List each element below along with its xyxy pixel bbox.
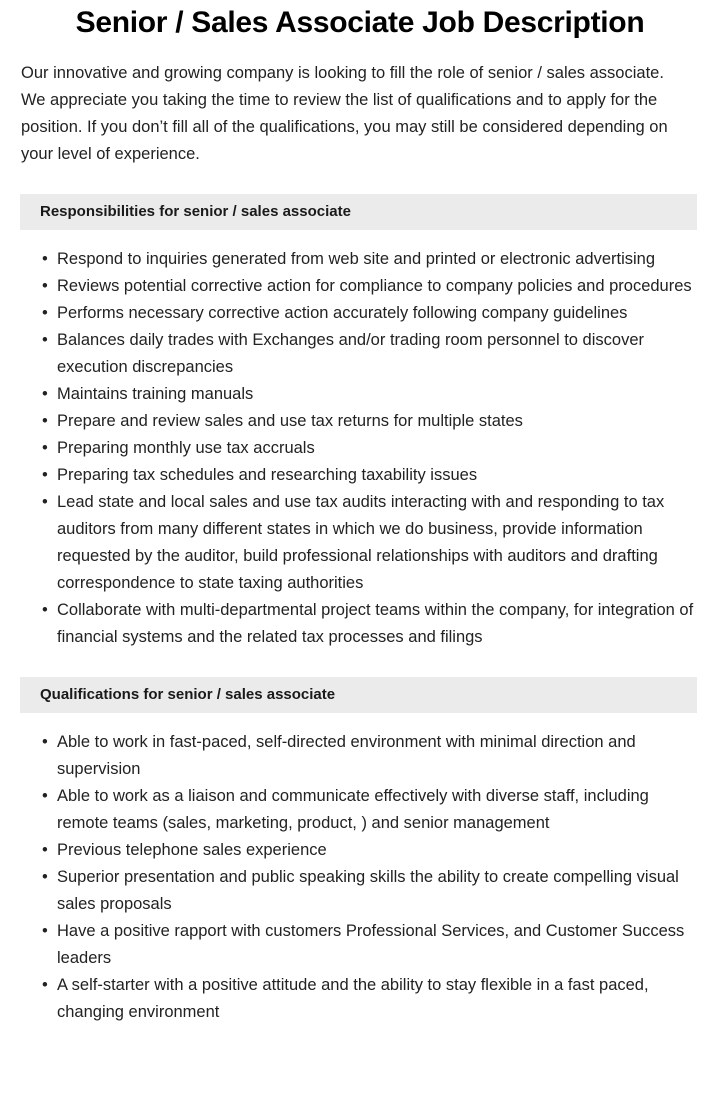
list-item-text: Preparing tax schedules and researching taxability issues (57, 466, 478, 484)
list-item (42, 972, 697, 1026)
list-item-text: Able to work as a liaison and communicate effectively with diverse staff, including remote teams (sales, marketing, product, ) and senior management (57, 787, 649, 832)
list-item (42, 489, 697, 597)
bullet-icon: • (42, 385, 48, 403)
list-item-text: Collaborate with multi-departmental project teams within the company, for integration of financial systems and the related tax processes and filings (57, 601, 694, 646)
bullet-icon: • (42, 412, 48, 430)
list-item-text: Have a positive rapport with customers Professional Services, and Customer Success leaders (57, 922, 685, 967)
list-item-text: Previous telephone sales experience (57, 841, 327, 859)
list-item-text: Prepare and review sales and use tax returns for multiple states (57, 412, 523, 430)
list-item (42, 864, 697, 918)
section-header-responsibilities: Responsibilities for senior / sales associate (20, 194, 697, 230)
list-item (42, 300, 697, 327)
list-item-text: Balances daily trades with Exchanges and/or trading room personnel to discover execution discrepancies (57, 331, 644, 376)
bullet-icon: • (42, 466, 48, 484)
list-item (42, 729, 697, 783)
list-item (42, 783, 697, 837)
bullet-icon: • (42, 493, 48, 511)
list-item (42, 327, 697, 381)
list-item (42, 837, 697, 864)
page-title: Senior / Sales Associate Job Description (75, 6, 645, 39)
list-item (42, 435, 697, 462)
bullet-icon: • (42, 277, 48, 295)
list-item-text: Able to work in fast-paced, self-directed environment with minimal direction and supervision (57, 733, 636, 778)
list-item-text: Superior presentation and public speaking skills the ability to create compelling visual sales proposals (57, 868, 679, 913)
bottom-spacer (0, 1026, 720, 1052)
list-item (42, 246, 697, 273)
section-qualifications (0, 677, 720, 1026)
list-item-text: Performs necessary corrective action accurately following company guidelines (57, 304, 628, 322)
bullet-icon: • (42, 439, 48, 457)
bullet-icon: • (42, 601, 48, 619)
intro-paragraph: Our innovative and growing company is looking to fill the role of senior / sales associate. We appreciate you taking the time to review the list of qualifications and to apply for the position. If you don’t fill all of the qualifications, you may still be considered depending on your level of experience. (21, 64, 668, 163)
list-item-text: Maintains training manuals (57, 385, 254, 403)
bullet-icon: • (42, 922, 48, 940)
bullet-icon: • (42, 976, 48, 994)
bullet-icon: • (42, 331, 48, 349)
list-item (42, 273, 697, 300)
list-item-text: A self-starter with a positive attitude and the ability to stay flexible in a fast paced, changing environment (57, 976, 649, 1021)
bullet-icon: • (42, 250, 48, 268)
list-item (42, 918, 697, 972)
bullet-icon: • (42, 841, 48, 859)
qualifications-list (0, 713, 720, 1026)
list-item (42, 408, 697, 435)
list-item-text: Preparing monthly use tax accruals (57, 439, 315, 457)
responsibilities-list (0, 230, 720, 651)
list-item-text: Reviews potential corrective action for compliance to company policies and procedures (57, 277, 692, 295)
list-item (42, 597, 697, 651)
list-item-text: Lead state and local sales and use tax audits interacting with and responding to tax auditors from many different states in which we do business, provide information requested by the auditor, build professional relationships with auditors and drafting correspondence to state taxing authorities (57, 493, 665, 592)
list-item (42, 462, 697, 489)
bullet-icon: • (42, 304, 48, 322)
bullet-icon: • (42, 868, 48, 886)
list-item-text: Respond to inquiries generated from web site and printed or electronic advertising (57, 250, 656, 268)
section-header-qualifications: Qualifications for senior / sales associate (20, 677, 697, 713)
section-responsibilities (0, 194, 720, 651)
bullet-icon: • (42, 733, 48, 751)
list-item (42, 381, 697, 408)
bullet-icon: • (42, 787, 48, 805)
